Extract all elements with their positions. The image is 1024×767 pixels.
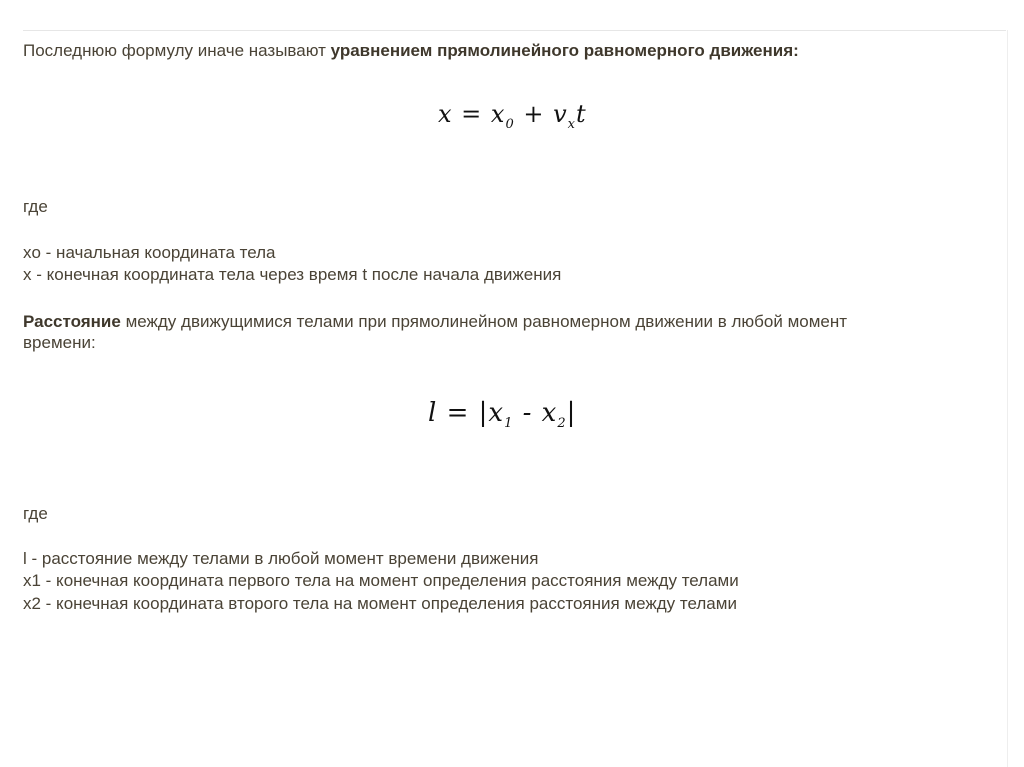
formula2-close: | xyxy=(566,398,577,428)
top-divider xyxy=(23,30,1006,31)
intro-bold-text: уравнением прямолинейного равномерного движения: xyxy=(330,41,799,60)
formula1-sub0: 0 xyxy=(505,116,515,132)
definition-x2: x2 - конечная координата второго тела на момент определения расстояния между телами xyxy=(23,594,737,613)
formula1-eq: = x xyxy=(452,100,506,128)
distance-paragraph-line2: времени: xyxy=(23,333,96,352)
distance-text: между движущимися телами при прямолинейном равномерном движении в любой момент xyxy=(120,312,848,331)
formula1-subx: x xyxy=(567,116,577,132)
formula1-plus: + v xyxy=(514,100,568,128)
definition-x1: x1 - конечная координата первого тела на момент определения расстояния между телами xyxy=(23,571,739,590)
intro-text: Последнюю формулу иначе называют xyxy=(23,41,331,60)
distance-formula xyxy=(428,398,576,431)
intro-paragraph xyxy=(23,40,799,61)
uniform-motion-formula xyxy=(438,100,587,132)
where-label-1: где xyxy=(23,197,48,216)
formula2-minus: - x xyxy=(513,398,558,428)
distance-bold-text: Расстояние xyxy=(23,312,121,331)
distance-paragraph xyxy=(23,311,847,332)
formula2-eq: = |x xyxy=(437,398,505,428)
definition-x: x - конечная координата тела через время t после начала движения xyxy=(23,265,562,284)
formula1-t: t xyxy=(576,100,587,128)
definition-l: l - расстояние между телами в любой момент времени движения xyxy=(23,549,539,568)
right-border xyxy=(1007,30,1008,767)
where-label-2: где xyxy=(23,504,48,523)
formula2-sub2: 2 xyxy=(557,416,567,432)
formula2-lhs: l xyxy=(428,398,438,428)
formula2-sub1: 1 xyxy=(504,416,514,432)
definition-x0: xo - начальная координата тела xyxy=(23,243,276,262)
formula1-lhs: x xyxy=(438,100,453,128)
